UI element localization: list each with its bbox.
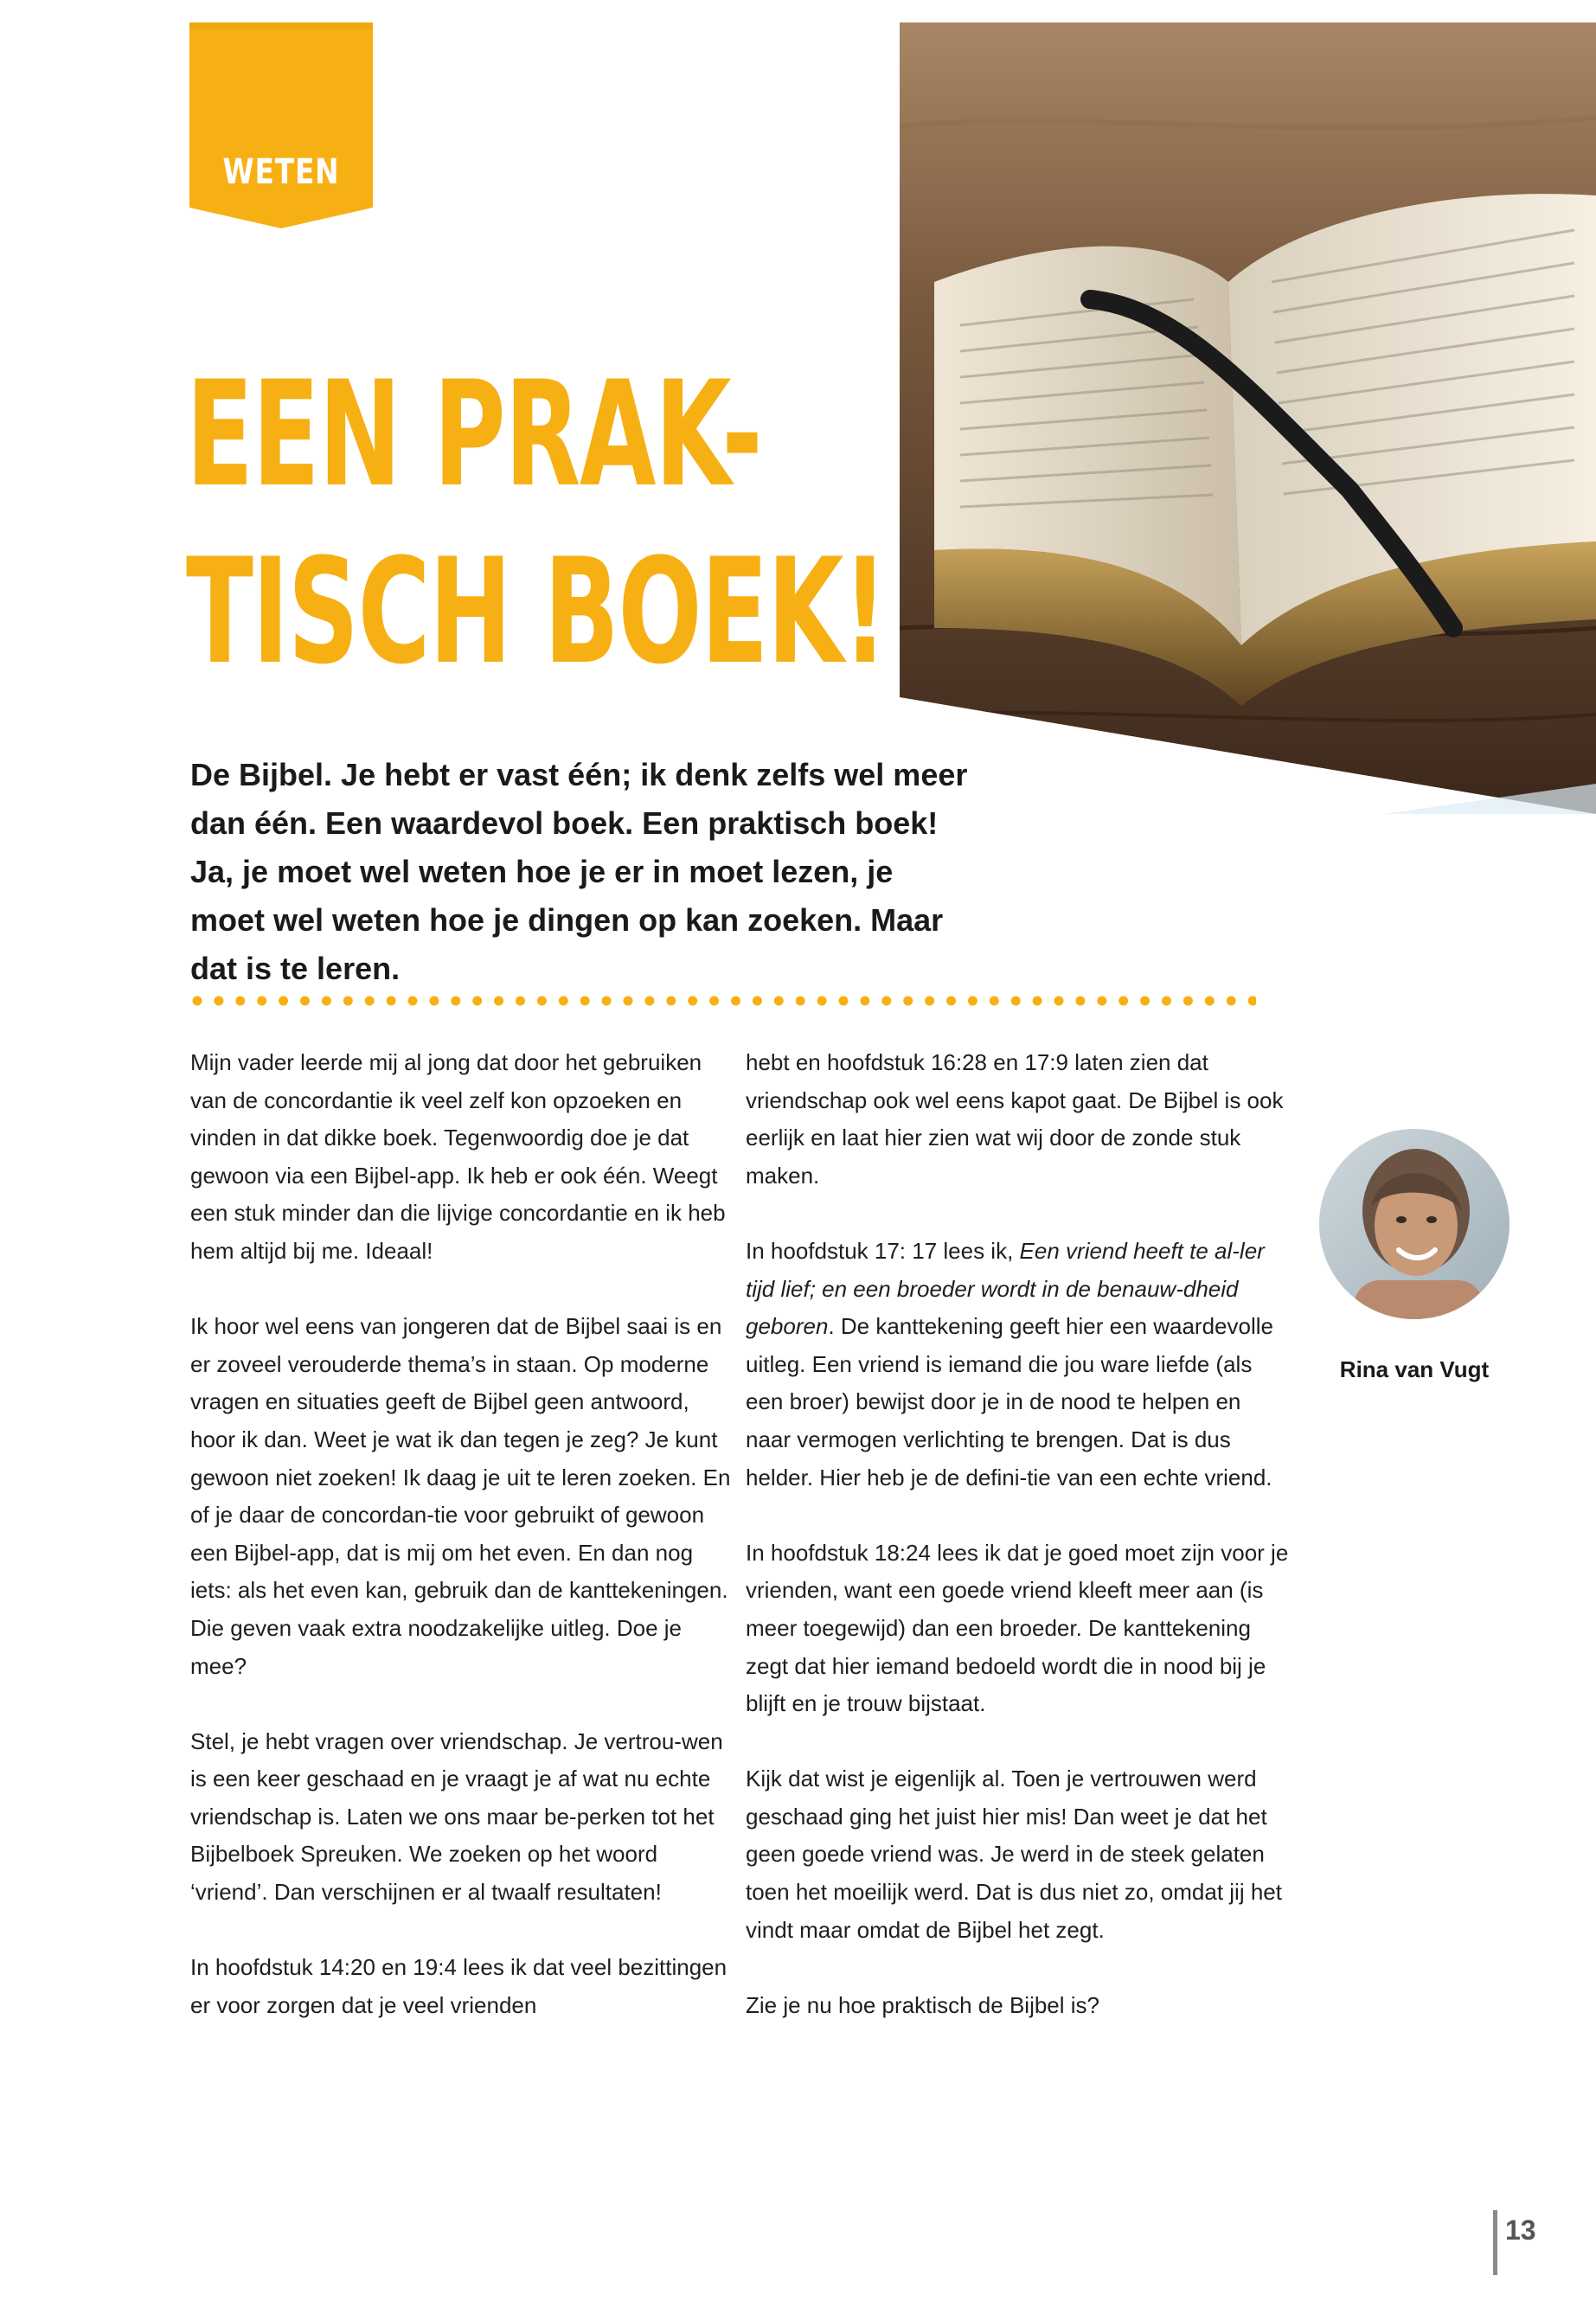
divider-dot xyxy=(925,997,934,1006)
body-paragraph: In hoofdstuk 18:24 lees ik dat je goed moet zijn voor je vrienden, want een goede vriend kleeft meer aan (is meer toegewijd) dan een broeder. De kanttekening zegt dat hier iemand bedoeld wordt die in nood bij je blijft en je trouw bijstaat. xyxy=(746,1539,1289,1717)
body-paragraph: Zie je nu hoe praktisch de Bijbel is? xyxy=(746,1991,1100,2018)
divider-dot xyxy=(968,997,977,1006)
divider-dot xyxy=(472,997,482,1006)
divider-dot xyxy=(1075,997,1085,1006)
divider-dot xyxy=(1248,997,1256,1006)
divider-dot xyxy=(624,997,633,1006)
divider-dot xyxy=(494,997,503,1006)
divider-dot xyxy=(1162,997,1171,1006)
divider-dot xyxy=(1227,997,1236,1006)
divider-dot xyxy=(731,997,740,1006)
scripture-quote: Een vriend heeft te al-ler tijd lief; en een broeder wordt in de benauw-dheid geboren xyxy=(746,1237,1265,1340)
category-ribbon xyxy=(189,22,373,228)
dotted-divider xyxy=(192,992,1256,1009)
divider-dot xyxy=(193,997,202,1006)
body-paragraph: In hoofdstuk 14:20 en 19:4 lees ik dat veel bezittingen er voor zorgen dat je veel vrienden xyxy=(190,1954,727,2018)
body-paragraph: Kijk dat wist je eigenlijk al. Toen je vertrouwen werd geschaad ging het juist hier mis! Dan weet je dat het geen goede vriend was. Je werd in de steek gelaten toen het moeilijk werd. Dat is dus niet zo, omdat jij het vindt maar omdat de Bijbel het zegt. xyxy=(746,1766,1282,1943)
body-paragraph: Mijn vader leerde mij al jong dat door het gebruiken van de concordantie ik veel zelf kon opzoeken en vinden in dat dikke boek. Tegenwoordig doe je dat gewoon via een Bijbel-app. Ik heb er ook één. Weegt een stuk minder dan die lijvige concordantie en ik heb hem altijd bij me. Ideaal! xyxy=(190,1049,726,1264)
divider-dot xyxy=(860,997,869,1006)
divider-dot xyxy=(537,997,547,1006)
body-column-left xyxy=(190,1044,735,2062)
divider-dot xyxy=(322,997,331,1006)
body-paragraph: Ik hoor wel eens van jongeren dat de Bijbel saai is en er zoveel verouderde thema’s in staan. Op moderne vragen en situaties geeft de Bijbel geen antwoord, hoor ik dan. Weet je wat ik dan tegen je zeg? Je kunt gewoon niet zoeken! Ik daag je uit te leren zoeken. En of je daar de concordan-tie voor gebruikt of gewoon een Bijbel-app, dat is mij om het even. En dan nog iets: als het even kan, gebruik dan de kanttekeningen. Die geven vaak extra noodzakelijke uitleg. Doe je mee? xyxy=(190,1313,731,1679)
divider-dot xyxy=(666,997,676,1006)
body-paragraph xyxy=(746,1233,1291,1497)
headline xyxy=(186,346,887,701)
paragraph-text: In hoofdstuk 17: 17 lees ik, xyxy=(746,1237,1020,1264)
divider-dot xyxy=(235,997,245,1006)
bible-photo xyxy=(900,22,1596,814)
ribbon-shape xyxy=(189,22,373,228)
divider-dot xyxy=(1183,997,1193,1006)
page-number-rule xyxy=(1493,2210,1497,2275)
headline-line-1: EEN PRAK- xyxy=(186,349,762,519)
headline-line-2: TISCH BOEK! xyxy=(186,527,887,696)
divider-dot xyxy=(990,997,999,1006)
divider-dot xyxy=(688,997,697,1006)
divider-dot xyxy=(365,997,375,1006)
divider-dot xyxy=(451,997,460,1006)
divider-dot xyxy=(1118,997,1128,1006)
body-paragraph: Stel, je hebt vragen over vriendschap. Je vertrou-wen is een keer geschaad en je vraagt je af wat nu echte vriendschap is. Laten we ons maar be-perken tot het Bijbelboek Spreuken. We zoeken op het woord ‘vriend’. Dan verschijnen er al twaalf resultaten! xyxy=(190,1727,723,1906)
divider-dot xyxy=(881,997,891,1006)
divider-dot xyxy=(1097,997,1106,1006)
divider-dot xyxy=(343,997,353,1006)
divider-dot xyxy=(516,997,525,1006)
intro-text: De Bijbel. Je hebt er vast één; ik denk zelfs wel meer dan één. Een waardevol boek. Een praktisch boek! Ja, je moet wel weten hoe je er in moet lezen, je moet wel weten hoe je dingen op kan zoeken. Maar dat is te leren. xyxy=(190,757,968,986)
divider-dot xyxy=(1140,997,1150,1006)
page-number: 13 xyxy=(1505,2214,1536,2246)
body-paragraph: hebt en hoofdstuk 16:28 en 17:9 laten zien dat vriendschap ook wel eens kapot gaat. De Bijbel is ook eerlijk en laat hier zien wat wij door de zonde stuk maken. xyxy=(746,1049,1284,1189)
author-portrait-image xyxy=(1319,1129,1509,1319)
divider-dot xyxy=(817,997,827,1006)
divider-dot xyxy=(279,997,288,1006)
divider-dot xyxy=(796,997,805,1006)
divider-dot xyxy=(946,997,956,1006)
divider-dot xyxy=(1033,997,1042,1006)
divider-dot xyxy=(214,997,223,1006)
divider-dot xyxy=(257,997,266,1006)
divider-dot xyxy=(429,997,439,1006)
divider-dot xyxy=(559,997,568,1006)
author-name: Rina van Vugt xyxy=(1339,1356,1490,1382)
divider-dot xyxy=(1054,997,1064,1006)
divider-dot xyxy=(602,997,612,1006)
divider-dot xyxy=(774,997,784,1006)
divider-dot xyxy=(709,997,719,1006)
divider-dot xyxy=(903,997,913,1006)
body-column-right xyxy=(746,1044,1291,2062)
category-label: WETEN xyxy=(222,152,340,192)
divider-dot xyxy=(387,997,396,1006)
divider-dot xyxy=(580,997,590,1006)
author-avatar xyxy=(1319,1129,1509,1319)
divider-dot xyxy=(1011,997,1021,1006)
paragraph-text: . De kanttekening geeft hier een waardevolle uitleg. Een vriend is iemand die jou ware liefde (als een broer) bewijst door je in de nood te helpen en naar vermogen verlichting te brengen. Dat is dus helder. Hier heb je de defini-tie van een echte vriend. xyxy=(746,1313,1273,1490)
divider-dot xyxy=(644,997,654,1006)
divider-dot xyxy=(1205,997,1215,1006)
divider-dot xyxy=(839,997,849,1006)
divider-dot xyxy=(408,997,418,1006)
divider-dot xyxy=(300,997,310,1006)
divider-dot xyxy=(753,997,762,1006)
